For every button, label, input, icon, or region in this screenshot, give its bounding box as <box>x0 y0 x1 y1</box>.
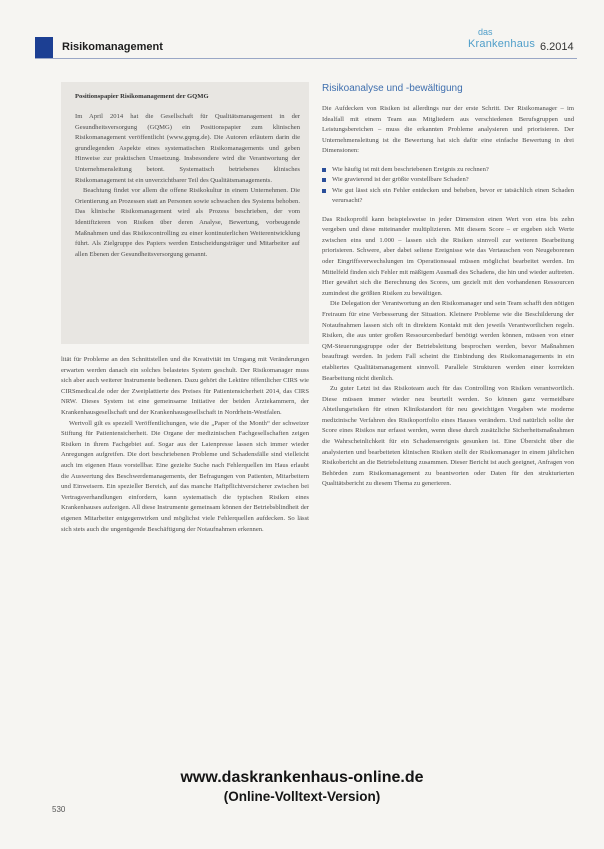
page-number: 530 <box>52 805 66 814</box>
bullet-square-icon <box>322 178 326 182</box>
section-color-marker <box>35 37 53 59</box>
left-column-text <box>61 355 309 535</box>
body-paragraph: Wertvoll gilt es speziell Veröffentlichungen, wie die „Paper of the Month“ der schweizer Stiftung für Patientensicherheit. Die Organe der medizinischen Fachgesellschaften zeigen Risiken in ihrem Fachgebiet auf. Sogar aus der Laienpresse lassen sich immer wieder Anregungen aufgreifen. Die dort beschriebenen Probleme und Schadensfälle sind vielleicht auch im eigenen Haus vorstellbar. Eine gezielte Suche nach Fehlerquellen im Haus erlaubt die Auswertung des Beschwerdemanagements, der Befragungen von Patienten, Mitarbeitern und Einweisern. Ein spezieller Bereich, auf das manche Haftpflichtversicherer zwischen bei Vertragsverhandlungen einfordern, kann systematisch die typischen Risiken eines Krankenhauses aufzeigen. All diese Instrumente gemeinsam können der Betriebsblindheit der eigenen Mitarbeiter entgegenwirken und möglichst viele Fehlerquellen aufdecken. So lässt sich stets auch die ungenügende Beschäftigung der Notaufnahmen erkennen. <box>61 419 309 533</box>
journal-logo <box>468 27 540 55</box>
info-box-paragraph: Im April 2014 hat die Gesellschaft für Qualitätsmanagement in der Gesundheitsversorgung (GQMG) ein Positionspapier zum klinischen Risikomanagement veröffentlicht (www.gqmg.de). Die Autoren erläutern darin die grundlegenden Aspekte eines systematischen Risikomanagements und geben Hinweise zur praktischen Umsetzung. Insbesondere wird die Verantwortung der Unternehmensleitung betont. Systematisch betriebenes klinisches Risikomanagement ist ein unverzichtbarer Teil des Qualitätsmanagements. <box>75 113 300 184</box>
issue-number: 6.2014 <box>540 41 574 53</box>
list-item: Wie gravierend ist der größte vorstellbare Schaden? <box>322 175 574 185</box>
list-item: Wie gut lässt sich ein Fehler entdecken und beheben, bevor er tatsächlich einen Schaden verursacht? <box>322 186 574 207</box>
bullet-square-icon <box>322 168 326 172</box>
header-divider <box>35 58 577 59</box>
body-paragraph: Das Risikoprofil kann beispielsweise in jeder Dimension einen Wert von eins bis zehn vergeben und diese miteinander multiplizieren. Mit diesem Score – er ergeben sich Werte zwischen eins und 1.000 – lassen sich die Risiken sinnvoll zur weiteren Bearbeitung priorisieren. Schwere, aber dabei seltene Ereignisse wie das Vertauschen von Neugeborenen oder Eingriffsverwechslungen im Operationssaal müssen möglichst bearbeitet werden. Im Mittelfeld finden sich Fehler mit mäßigem Ausmaß des Schadens, die hin und wieder auftreten. Hier gewährt sich die Berechnung des Scores, um gezielt mit den vorhandenen Ressourcen zumindest die größten Risiken zu bewältigen. <box>322 215 574 297</box>
website-url-note: (Online-Volltext-Version) <box>223 789 381 804</box>
logo-main-text: Krankenhaus <box>468 38 536 50</box>
body-paragraph: Die Delegation der Verantwortung an den Risikomanager und sein Team schafft den nötigen Freiraum für eine Verbesserung der Situation. Kleinere Probleme wie die Beschilderung der Notaufnahmen lassen sich oft in direktem Kontakt mit den jeweils Verantwortlichen regeln. Risiken, die aus unter großen Ressourcenbedarf benötigt werden können, müssen von einer QM-Steuerungsgruppe oder der Betriebsleitung besprochen werden, bevor Maßnahmen beauftragt werden. In jedem Fall scheint die Einbindung des Risikomanagements in ein etabliertes Qualitätsmanagement sinnvoll. Parallele Strukturen werden einer korrekten Bearbeitung nicht dienlich. <box>322 300 574 382</box>
bullet-square-icon <box>322 189 326 193</box>
info-box-body <box>75 112 300 260</box>
list-item: Wie häufig ist mit dem beschriebenen Ereignis zu rechnen? <box>322 165 574 175</box>
info-box-heading: Positionspapier Risikomanagement der GQMG <box>75 93 209 100</box>
info-box-paragraph: Beachtung findet vor allem die offene Risikokultur in einem Unternehmen. Die Orientierung an Prozessen statt an Personen sowie schwachen des Systems behoben. Das klinische Risikomanagement wird als Prozess beschrieben, der vom Identifizieren von Risiken über deren Analyse, Bewertung, vorbeugende Maßnahmen und das Risikocontrolling zu einer kontinuierlichen Weiterentwicklung führt. Als Zielgruppe des Papiers werden Entscheidungsträger und Mitarbeiter auf allen Ebenen der Gesundheitsversorgung genannt. <box>75 187 300 258</box>
risk-dimension-list <box>322 165 574 207</box>
body-paragraph: Zu guter Letzt ist das Risikoteam auch für das Controlling von Risiken verantwortlich. Diese müssen immer wieder neu beurteilt werden. So können ganz vermeidbare Abteilungsrisiken für einen Klinikstandort für neu gewichtigen Vorgaben wie moderne medizinische Verfahren des Risikoportfolio eines Hauses verändern. Und natürlich sollte der Score eines Risikos nur erfasst werden, wenn diese durch zusätzliche Sicherheitsmaßnahmen die Wahrscheinlichkeit für ein Schadensereignis gesunken ist. Eine Übersicht über die analysierten und bearbeiteten klinischen Risiken stellt der Risikomanager in einem jährlichen Risikobericht an die Betriebsleitung zusammen. Dieser Bericht ist auch geeignet, Anfragen von Behörden zum Risikomanagement zu beantworten oder Daten für den strukturierten Qualitätsbericht zu diesem Thema zu generieren. <box>322 385 574 488</box>
section-title: Risikomanagement <box>62 41 163 53</box>
right-column-text <box>322 104 574 490</box>
logo-das-text: das <box>478 27 493 37</box>
body-paragraph: lität für Probleme an den Schnittstellen und die Kreativität im Umgang mit Veränderungen erwarten werden danach ein solches belastetes System geschult. Der Risikomanager muss sich aber auch weiterer Instrumente bedienen. Dazu gehört die Lektüre öffentlicher CIRS wie CIRSmedical.de oder der Zweiplattierte des Preises für Patientensicherheit 2014, das CIRS NRW. Dieses System ist eine gemeinsame Initiative der beiden Ärztekammern, der Krankenhausgesellschaft und der Krankenhausgesellschaft in Nordrhein-Westfalen. <box>61 356 309 416</box>
section-heading: Risikoanalyse und -bewältigung <box>322 83 463 94</box>
body-paragraph: Die Aufdecken von Risiken ist allerdings nur der erste Schritt. Der Risikomanager – im Idealfall mit einem Team aus Mitgliedern aus verschiedenen Berufsgruppen und Leistungsbereichen – muss die erkannten Probleme analysieren und priorisieren. Der Unternehmensleitung ist die Bewertung hat sich dafür eine einfache Bewertung in drei Dimensionen: <box>322 105 574 155</box>
website-url: www.daskrankenhaus-online.de <box>180 769 424 786</box>
